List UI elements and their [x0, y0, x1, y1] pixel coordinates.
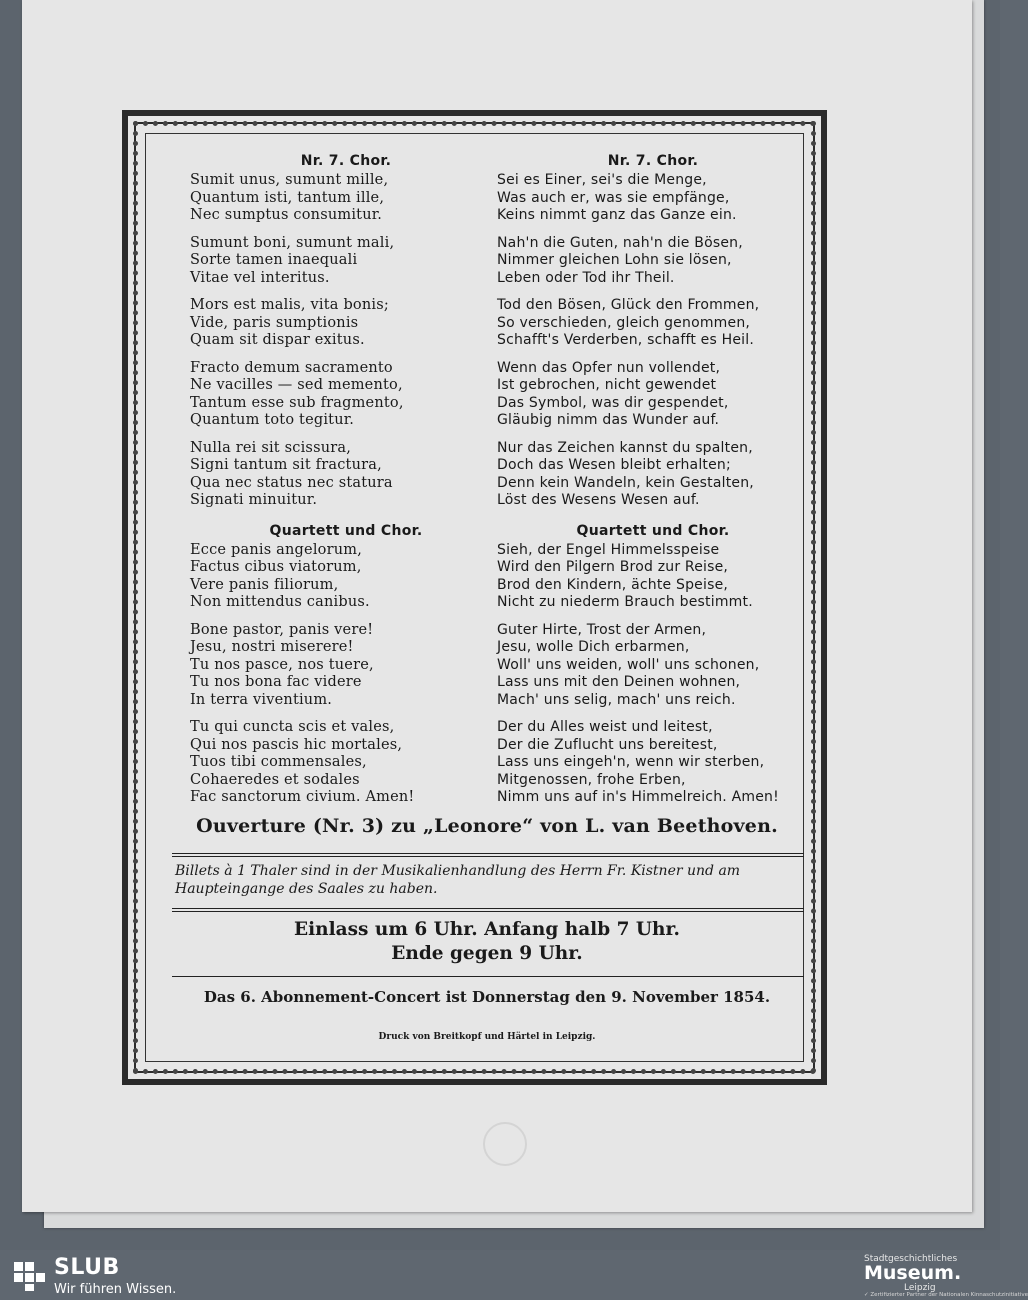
verse-line: Ecce panis angelorum,: [190, 541, 363, 558]
verse-line: Sumit unus, sumunt mille,: [190, 172, 389, 188]
divider: [172, 976, 804, 977]
verse-line: Signi tantum sit fractura,: [190, 457, 382, 473]
verse-line: Factus cibus viatorum,: [190, 559, 362, 575]
museum-name: Museum.: [864, 1262, 962, 1284]
divider: [172, 853, 804, 857]
stanza: [497, 360, 809, 430]
text-columns: [167, 150, 807, 805]
stanza: [190, 542, 502, 612]
verse-line: Sumunt boni, sumunt mali,: [190, 234, 395, 251]
verse-line: Sieh, der Engel Himmelsspeise: [497, 541, 720, 558]
verse-line: Der du Alles weist und leitest,: [497, 719, 713, 735]
page-content: [167, 150, 807, 1042]
verse-line: Ne vacilles — sed memento,: [190, 377, 403, 393]
verse-line: Denn kein Wandeln, kein Gestalten,: [497, 474, 754, 491]
stanza: [497, 440, 809, 510]
stanza: [497, 719, 809, 807]
verse-line: Mach' uns selig, mach' uns reich.: [497, 691, 736, 708]
slub-name: SLUB: [54, 1255, 120, 1280]
verse-line: Tod den Bösen, Glück den Frommen,: [497, 297, 760, 313]
verse-line: Quantum toto tegitur.: [190, 412, 355, 428]
end-line: Ende gegen 9 Uhr.: [391, 943, 583, 964]
verse-line: Nicht zu niederm Brauch bestimmt.: [497, 594, 753, 610]
divider: [172, 908, 804, 912]
verse-line: Vide, paris sumptionis: [190, 314, 359, 331]
verse-line: Lass uns mit den Deinen wohnen,: [497, 674, 741, 690]
german-column: [497, 150, 809, 817]
verse-line: Schafft's Verderben, schafft es Heil.: [497, 332, 754, 348]
latin-column: [190, 150, 502, 817]
verse-line: Nimmer gleichen Lohn sie lösen,: [497, 252, 732, 268]
verse-line: Tuos tibi commensales,: [190, 754, 367, 770]
verse-line: Tu nos pasce, nos tuere,: [190, 656, 374, 673]
section-heading: Quartett und Chor.: [576, 522, 730, 539]
verse-line: In terra viventium.: [190, 691, 333, 708]
stanza: [190, 297, 502, 350]
museum-label: Stadtgeschichtliches: [864, 1254, 958, 1264]
stanza: [497, 622, 809, 710]
verse-line: Tantum esse sub fragmento,: [190, 394, 404, 411]
verse-line: Qua nec status nec statura: [190, 474, 393, 491]
verse-line: Löst des Wesens Wesen auf.: [497, 492, 700, 508]
museum-city: Leipzig: [904, 1283, 936, 1293]
verse-line: Cohaeredes et sodales: [190, 771, 360, 788]
verse-line: Fac sanctorum civium. Amen!: [190, 789, 415, 805]
stanza: [190, 440, 502, 510]
printer-imprint: Druck von Breitkopf und Härtel in Leipzig.: [378, 1032, 596, 1042]
slub-tagline: Wir führen Wissen.: [54, 1282, 177, 1297]
verse-line: Doch das Wesen bleibt erhalten;: [497, 457, 731, 473]
stanza: [497, 172, 809, 225]
verse-line: Fracto demum sacramento: [190, 359, 393, 376]
stanza: [190, 360, 502, 430]
museum-certificate: ✓ Zertifizierter Partner der Nationalen Kinnaschutzinitiative: [864, 1292, 1028, 1298]
verse-line: Ist gebrochen, nicht gewendet: [497, 377, 717, 393]
verse-line: Wird den Pilgern Brod zur Reise,: [497, 559, 729, 575]
verse-line: Sei es Einer, sei's die Menge,: [497, 172, 707, 188]
verse-line: Nec sumptus consumitur.: [190, 207, 383, 223]
verse-line: Nah'n die Guten, nah'n die Bösen,: [497, 234, 743, 251]
admission-line: Einlass um 6 Uhr. Anfang halb 7 Uhr.: [294, 919, 680, 940]
stanza: [497, 297, 809, 350]
verse-line: Nulla rei sit scissura,: [190, 439, 352, 456]
verse-line: Mors est malis, vita bonis;: [190, 297, 389, 313]
ticket-note: Billets à 1 Thaler sind in der Musikalienhandlung des Herrn Fr. Kistner und am Haupteingange des Saales zu haben.: [175, 863, 741, 897]
verse-line: Bone pastor, panis vere!: [190, 621, 374, 638]
verse-line: Leben oder Tod ihr Theil.: [497, 269, 675, 286]
verse-line: Non mittendus canibus.: [190, 594, 370, 610]
verse-line: Qui nos pascis hic mortales,: [190, 736, 403, 753]
verse-line: Signati minuitur.: [190, 492, 318, 508]
verse-line: Lass uns eingeh'n, wenn wir sterben,: [497, 754, 765, 770]
stanza: [497, 235, 809, 288]
admission-times: [167, 918, 807, 966]
verse-line: Keins nimmt ganz das Ganze ein.: [497, 207, 737, 223]
slub-logo-icon: [12, 1260, 46, 1292]
stanza: [190, 235, 502, 288]
stanza: [497, 542, 809, 612]
verse-line: Brod den Kindern, ächte Speise,: [497, 576, 729, 593]
verse-line: Gläubig nimm das Wunder auf.: [497, 412, 720, 428]
verse-line: Vitae vel interitus.: [190, 269, 330, 286]
verse-line: Jesu, wolle Dich erbarmen,: [497, 639, 690, 655]
verse-line: Der die Zuflucht uns bereitest,: [497, 736, 718, 753]
verse-line: Sorte tamen inaequali: [190, 252, 358, 268]
verse-line: Mitgenossen, frohe Erben,: [497, 771, 686, 788]
section-heading: Nr. 7. Chor.: [300, 153, 392, 169]
verse-line: Quantum isti, tantum ille,: [190, 189, 385, 206]
section-heading: Nr. 7. Chor.: [607, 153, 699, 169]
stanza: [190, 719, 502, 807]
verse-line: Was auch er, was sie empfänge,: [497, 189, 730, 206]
blind-stamp: [483, 1122, 527, 1166]
stanza: [190, 172, 502, 225]
verse-line: Jesu, nostri miserere!: [190, 639, 354, 655]
verse-line: Nur das Zeichen kannst du spalten,: [497, 439, 753, 456]
section-heading: Quartett und Chor.: [269, 522, 423, 539]
verse-line: Guter Hirte, Trost der Armen,: [497, 621, 707, 638]
verse-line: So verschieden, gleich genommen,: [497, 314, 751, 331]
verse-line: Das Symbol, was dir gespendet,: [497, 394, 729, 411]
verse-line: Nimm uns auf in's Himmelreich. Amen!: [497, 789, 779, 805]
verse-line: Wenn das Opfer nun vollendet,: [497, 359, 721, 376]
verse-line: Vere panis filiorum,: [190, 576, 339, 593]
stanza: [190, 622, 502, 710]
verse-line: Tu nos bona fac videre: [190, 674, 362, 690]
verse-line: Tu qui cuncta scis et vales,: [190, 719, 395, 735]
verse-line: Quam sit dispar exitus.: [190, 332, 365, 348]
verse-line: Woll' uns weiden, woll' uns schonen,: [497, 656, 760, 673]
footer-bar: [0, 1250, 1028, 1300]
overture-line: Ouverture (Nr. 3) zu „Leonore“ von L. van Beethoven.: [196, 815, 778, 837]
next-concert-notice: Das 6. Abonnement-Concert ist Donnerstag den 9. November 1854.: [203, 988, 771, 1006]
